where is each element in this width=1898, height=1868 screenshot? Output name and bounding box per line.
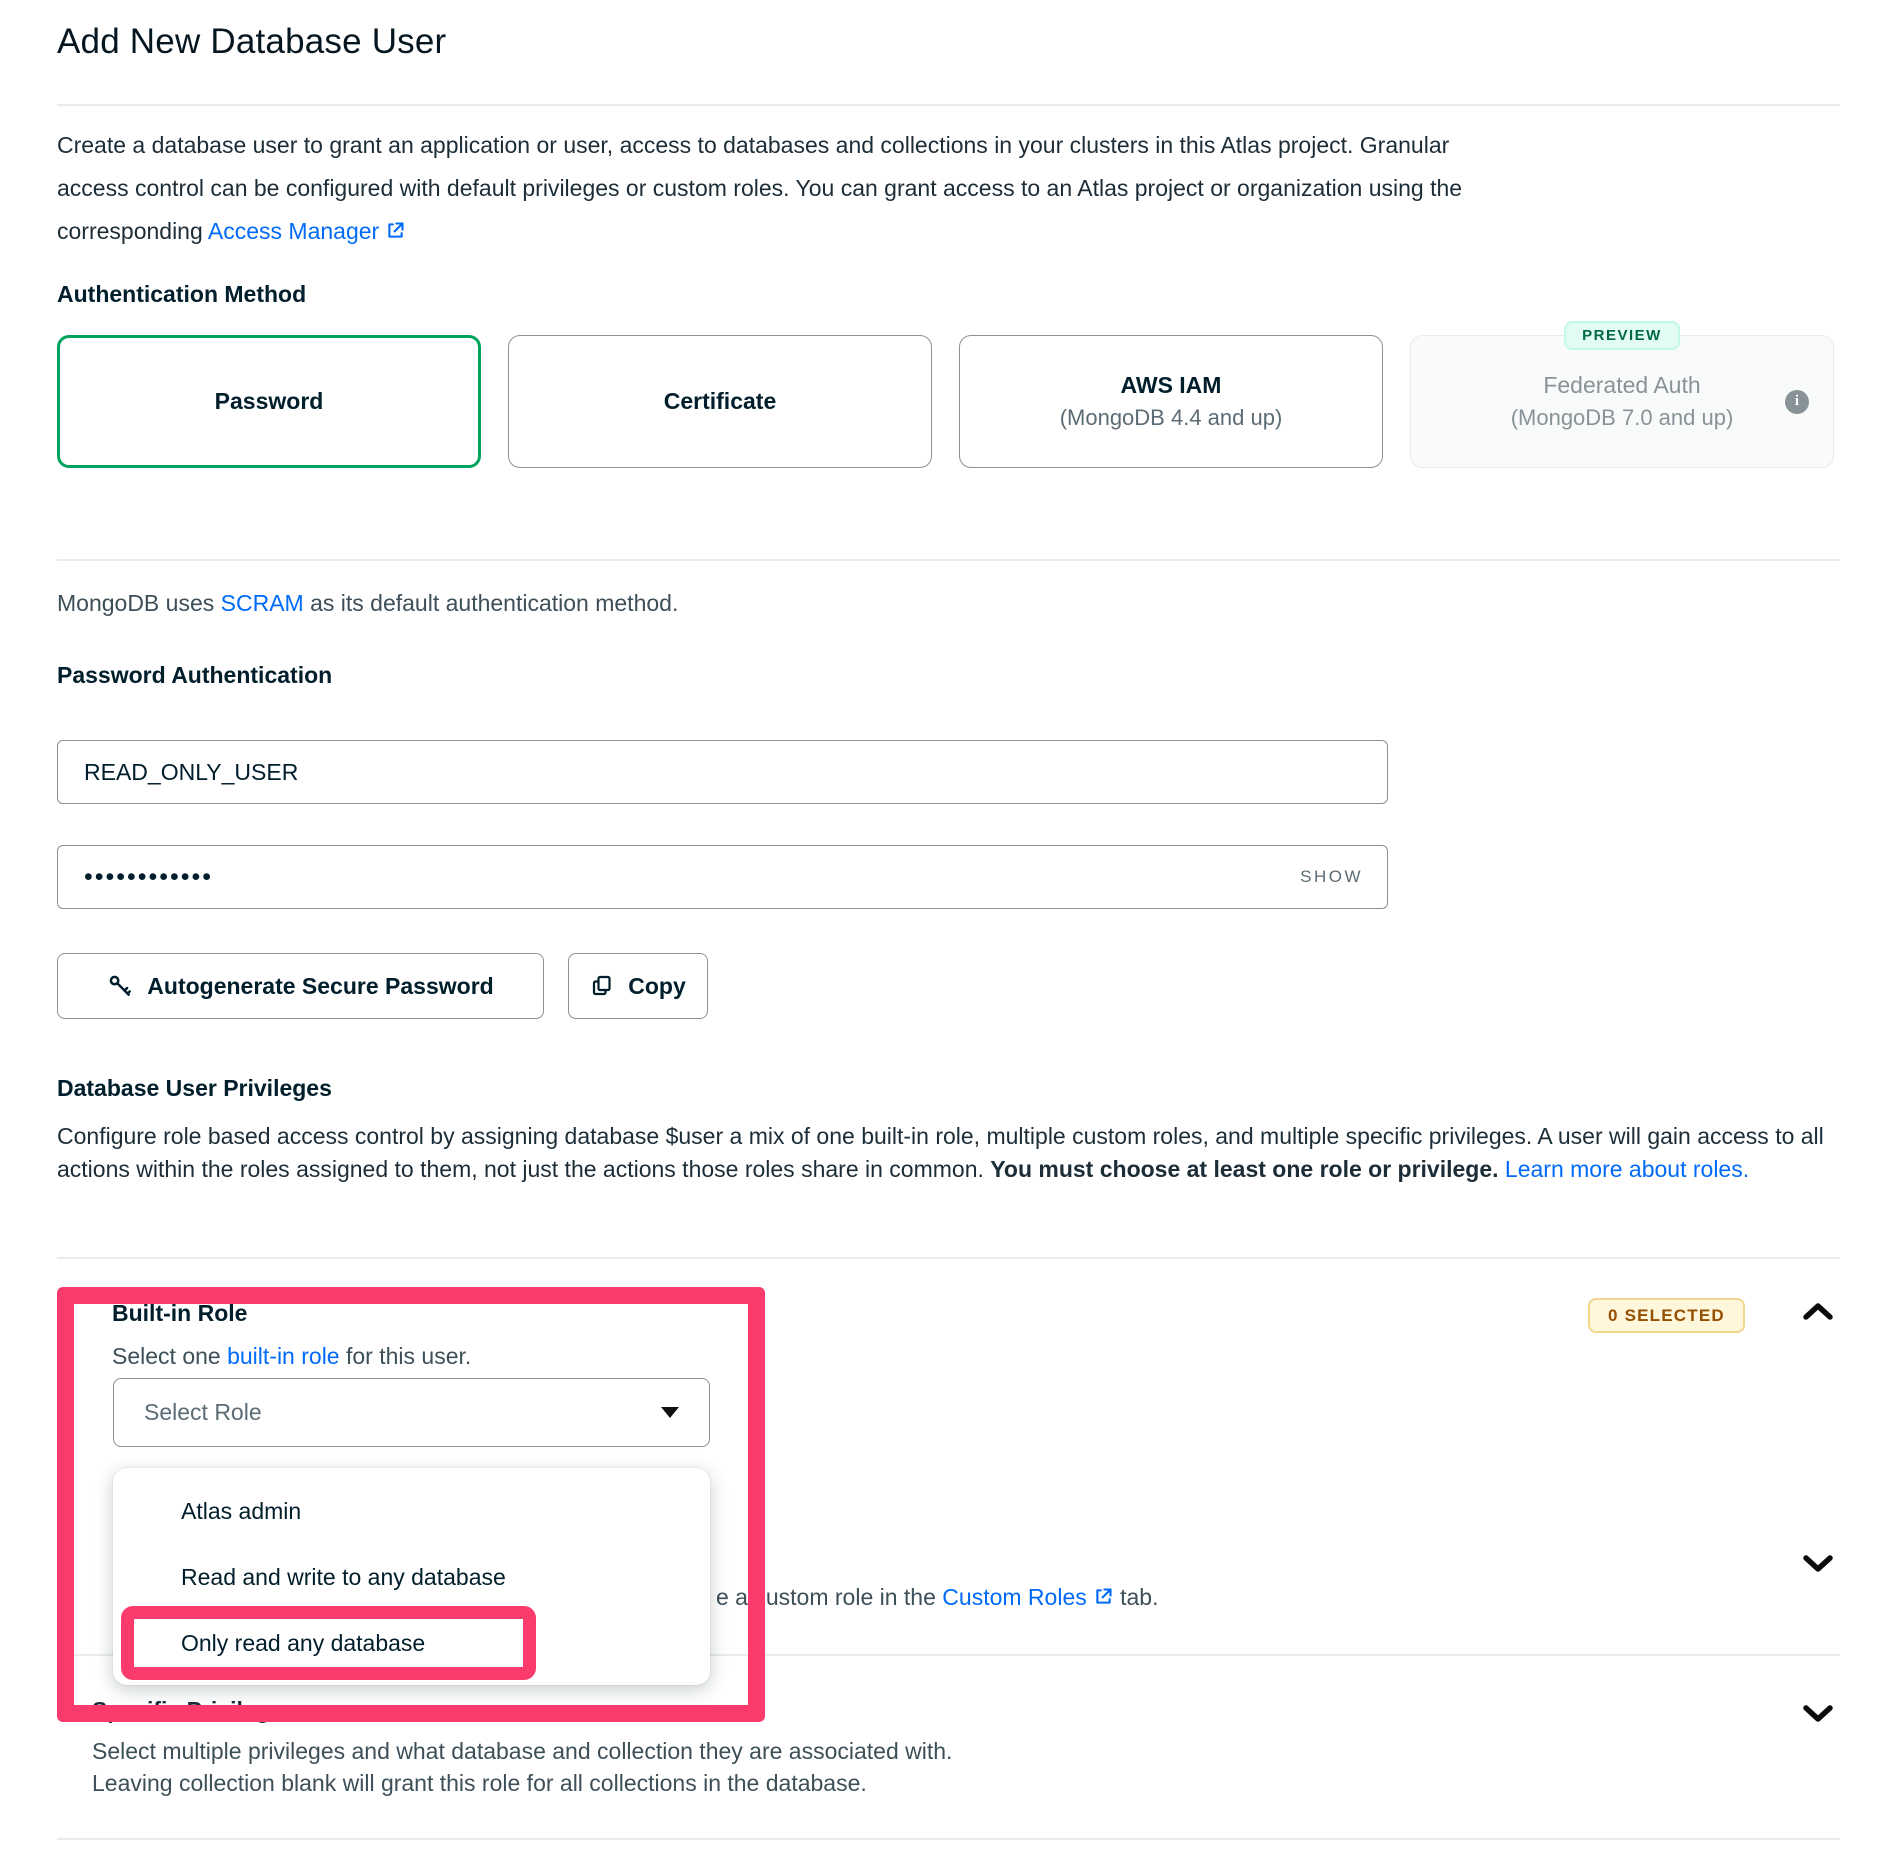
intro-text: Create a database user to grant an application or user, access to databases and collections in your clusters in this Atlas project. Granular access control can be configured with default privileges or custom roles. You can grant access to an Atlas project or organization using the corresponding <box>57 132 1463 244</box>
selected-count-badge: 0 SELECTED <box>1588 1298 1745 1333</box>
copy-button[interactable] <box>568 953 708 1019</box>
privileges-description-text: Configure role based access control by assigning database $user a mix of one built-in role, multiple custom roles, and multiple specific privileges. A user will gain access to all actions within the roles assigned to them, not just the actions those roles share in common. <box>57 1123 1824 1182</box>
auth-card-password[interactable] <box>57 335 481 468</box>
specific-privileges-desc-line1: Select multiple privileges and what database and collection they are associated with. <box>92 1738 953 1764</box>
password-authentication-heading: Password Authentication <box>57 662 333 688</box>
dropdown-option-atlas-admin[interactable]: Atlas admin <box>181 1497 302 1524</box>
divider <box>57 1257 1840 1259</box>
built-in-role-link[interactable]: built-in role <box>227 1343 340 1369</box>
auth-card-federated-sublabel: (MongoDB 7.0 and up) <box>1510 405 1734 430</box>
dropdown-option-only-read-any[interactable]: Only read any database <box>181 1629 426 1656</box>
built-in-role-heading: Built-in Role <box>112 1300 248 1326</box>
auth-card-certificate-label: Certificate <box>663 388 777 414</box>
learn-more-roles-link[interactable]: Learn more about roles. <box>1504 1155 1750 1182</box>
external-link-icon <box>1093 1586 1114 1607</box>
built-in-role-subtext-before: Select one <box>112 1343 228 1369</box>
privileges-description-bold: You must choose at least one role or privilege. <box>990 1155 1505 1182</box>
privileges-description <box>57 1120 1882 1185</box>
auth-card-password-label: Password <box>214 388 324 414</box>
auth-method-cards <box>57 327 1834 468</box>
database-user-privileges-heading: Database User Privileges <box>57 1075 332 1101</box>
scram-link[interactable]: SCRAM <box>220 590 304 616</box>
custom-roles-fragment-after: tab. <box>1113 1584 1159 1610</box>
key-icon <box>107 973 133 999</box>
specific-privileges-heading: Specific Privileges <box>92 1697 296 1723</box>
auth-card-certificate[interactable] <box>508 335 932 468</box>
dropdown-option-read-write-any[interactable]: Read and write to any database <box>181 1563 506 1590</box>
divider <box>57 104 1840 106</box>
username-value: READ_ONLY_USER <box>84 758 299 785</box>
autogenerate-password-button[interactable] <box>57 953 544 1019</box>
copy-icon <box>590 974 614 998</box>
role-select-dropdown[interactable] <box>113 1378 710 1447</box>
custom-roles-fragment-before: e a custom role in the <box>716 1584 943 1610</box>
info-icon[interactable]: i <box>1785 390 1809 414</box>
intro-paragraph <box>57 124 1527 253</box>
password-input[interactable] <box>57 845 1388 909</box>
scram-note-after: as its default authentication method. <box>303 590 679 616</box>
built-in-role-subtext-after: for this user. <box>339 1343 472 1369</box>
chevron-down-icon <box>661 1407 679 1418</box>
auth-card-aws-iam-label: AWS IAM <box>1120 372 1222 398</box>
page-title: Add New Database User <box>57 22 447 61</box>
role-dropdown-menu <box>113 1468 710 1685</box>
specific-privileges-desc-line2: Leaving collection blank will grant this role for all collections in the database. <box>92 1770 867 1796</box>
custom-roles-description-fragment <box>716 1584 1159 1611</box>
authentication-method-heading: Authentication Method <box>57 281 307 307</box>
role-select-placeholder: Select Role <box>144 1399 262 1425</box>
divider <box>57 559 1840 561</box>
preview-badge: PREVIEW <box>1564 321 1680 350</box>
expand-custom-roles-button[interactable] <box>1801 1551 1835 1575</box>
password-masked-value: •••••••••••• <box>84 862 214 891</box>
scram-note <box>57 590 678 617</box>
auth-card-aws-iam[interactable] <box>959 335 1383 468</box>
copy-label: Copy <box>628 972 686 999</box>
expand-specific-privileges-button[interactable] <box>1801 1701 1835 1725</box>
auth-card-aws-iam-sublabel: (MongoDB 4.4 and up) <box>1059 405 1283 430</box>
auth-card-federated-auth[interactable] <box>1410 327 1834 468</box>
custom-roles-link[interactable]: Custom Roles <box>942 1584 1087 1610</box>
autogenerate-password-label: Autogenerate Secure Password <box>147 972 494 999</box>
username-input[interactable] <box>57 740 1388 804</box>
built-in-role-subtext <box>112 1343 471 1370</box>
external-link-icon <box>385 220 406 241</box>
scram-note-before: MongoDB uses <box>57 590 221 616</box>
access-manager-link[interactable]: Access Manager <box>207 218 380 244</box>
divider <box>57 1838 1840 1840</box>
show-password-button[interactable]: SHOW <box>1300 867 1363 886</box>
auth-card-federated-label: Federated Auth <box>1543 372 1701 398</box>
collapse-built-in-role-button[interactable] <box>1801 1300 1835 1324</box>
